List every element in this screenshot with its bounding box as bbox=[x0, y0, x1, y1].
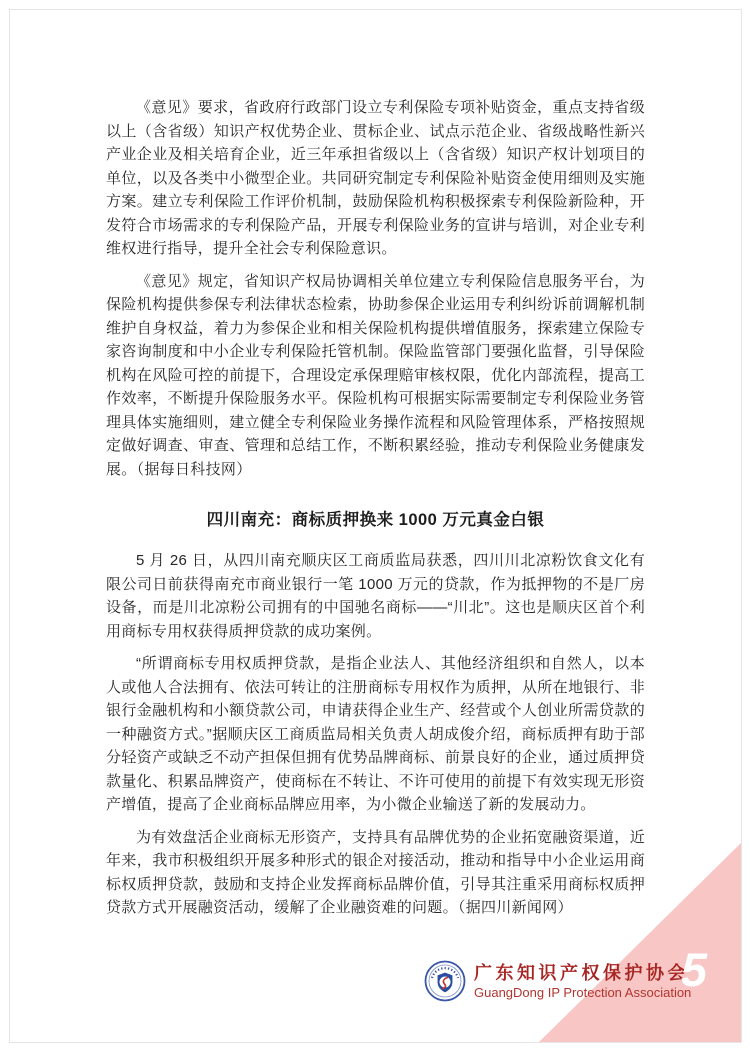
association-name-en: GuangDong IP Protection Association bbox=[474, 984, 692, 1000]
paragraph: 《意见》要求，省政府行政部门设立专利保险专项补贴资金，重点支持省级以上（含省级）知识产权优势企业、贯标企业、试点示范企业、省级战略性新兴产业企业及相关培育企业，近三年承担省级以上（含省级）知识产权计划项目的单位，以及各类中小微型企业。共同研究制定专利保险补贴资金使用细则及实施方案。建立专利保险工作评价机制，鼓励保险机构积极探索专利保险新险种，开发符合市场需求的专利保险产品，开展专利保险业务的宣讲与培训，对企业专利维权进行指导，提升全社会专利保险意识。 bbox=[106, 99, 645, 257]
paragraph: 5 月 26 日，从四川南充顺庆区工商质监局获悉，四川川北凉粉饮食文化有限公司日前获得南充市商业银行一笔 1000 万元的贷款，作为抵押物的不是厂房设备，而是川北凉粉公司拥有的中国驰名商标——“川北”。这也是顺庆区首个利用商标专用权获得质押贷款的成功案例。 bbox=[106, 552, 645, 640]
paragraph: 《意见》规定，省知识产权局协调相关单位建立专利保险信息服务平台，为保险机构提供参保专利法律状态检索，协助参保企业运用专利纠纷诉前调解机制维护自身权益，着力为参保企业和相关保险机构提供增值服务，探索建立保险专家咨询制度和中小企业专利保险托管机制。保险监管部门要强化监督，引导保险机构在风险可控的前提下，合理设定承保理赔审核权限，优化内部流程，提高工作效率，不断提升保险服务水平。保险机构可根据实际需要制定专利保险业务管理具体实施细则，建立健全专利保险业务操作流程和风险管理体系，严格按照规定做好调查、审查、管理和总结工作，不断积累经验，推动专利保险业务健康发展。（据每日科技网） bbox=[106, 272, 645, 478]
page-number: 5 bbox=[680, 943, 707, 996]
association-names bbox=[474, 962, 691, 1001]
page-content bbox=[106, 10, 645, 929]
footer bbox=[424, 960, 691, 1002]
association-name-cn: 广东知识产权保护协会 bbox=[474, 962, 689, 983]
association-seal-icon bbox=[424, 960, 466, 1002]
paragraph: 为有效盘活企业商标无形资产，支持具有品牌优势的企业拓宽融资渠道，近年来，我市积极组织开展多种形式的银企对接活动，推动和指导中小企业运用商标权质押贷款，鼓励和支持企业发挥商标品牌价值，引导其注重采用商标权质押贷款方式开展融资活动，缓解了企业融资难的问题。（据四川新闻网） bbox=[106, 828, 645, 916]
document-page bbox=[9, 9, 742, 1043]
article-heading: 四川南充：商标质押换来 1000 万元真金白银 bbox=[206, 511, 545, 529]
paragraph: “所谓商标专用权质押贷款，是指企业法人、其他经济组织和自然人，以本人或他人合法拥有、依法可转让的注册商标专用权作为质押，从所在地银行、非银行金融机构和小额贷款公司，申请获得企业生产、经营或个人创业所需贷款的一种融资方式。”据顺庆区工商质监局相关负责人胡成俊介绍，商标质押有助于部分轻资产或缺乏不动产担保但拥有优势品牌商标、前景良好的企业，通过质押贷款量化、积累品牌资产，使商标在不转让、不许可使用的前提下有效实现无形资产增值，提高了企业商标品牌应用率，为小微企业输送了新的发展动力。 bbox=[106, 655, 645, 813]
